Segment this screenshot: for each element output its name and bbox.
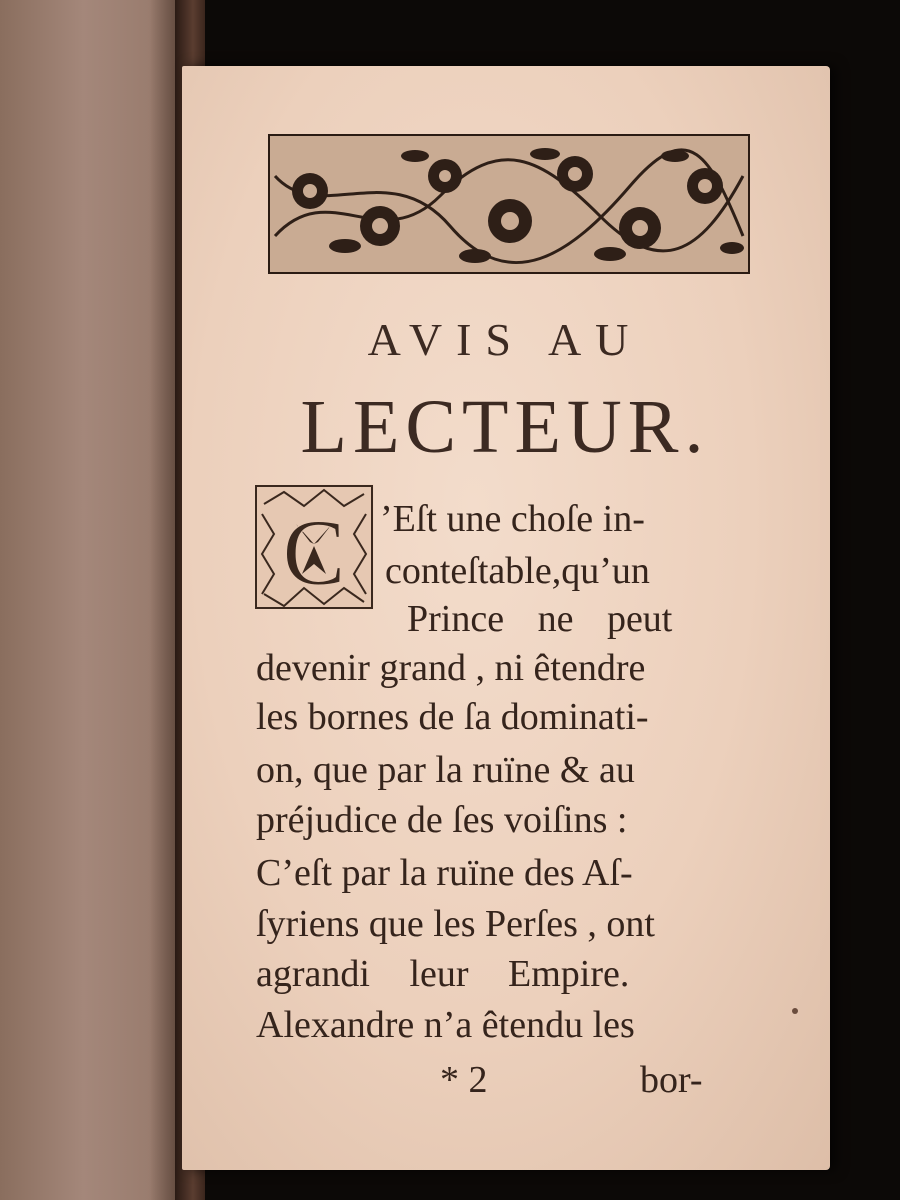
text-line-11: Alexandre n’a êtendu les <box>256 1004 635 1046</box>
heading-line-2: LECTEUR. <box>300 385 710 469</box>
floral-initial-icon <box>254 484 374 610</box>
catchword: bor- <box>640 1059 703 1101</box>
decorated-initial <box>254 484 374 610</box>
text-line-7: préjudice de ſes voiſins : <box>256 799 628 841</box>
heading-line-1: AVIS AU <box>367 314 643 365</box>
text-line-1: ’Eſt une choſe in- <box>380 498 645 540</box>
text-line-9: ſyriens que les Perſes , ont <box>256 903 655 945</box>
signature-mark: * 2 <box>440 1059 488 1101</box>
initial-letter: C <box>282 501 346 605</box>
text-line-10: agrandi leur Empire. <box>256 953 630 995</box>
text-line-3: Prince ne peut <box>407 598 673 640</box>
text-line-4: devenir grand , ni êtendre <box>256 647 646 689</box>
paper-spot <box>792 1008 798 1014</box>
text-line-6: on, que par la ruïne & au <box>256 749 635 791</box>
floral-woodcut-icon <box>270 136 748 272</box>
floral-headpiece-ornament <box>268 134 750 274</box>
text-line-5: les bornes de ſa dominati- <box>256 696 649 738</box>
text-line-8: C’eſt par la ruïne des Aſ- <box>256 852 633 894</box>
text-line-2: conteſtable,qu’un <box>385 550 650 592</box>
